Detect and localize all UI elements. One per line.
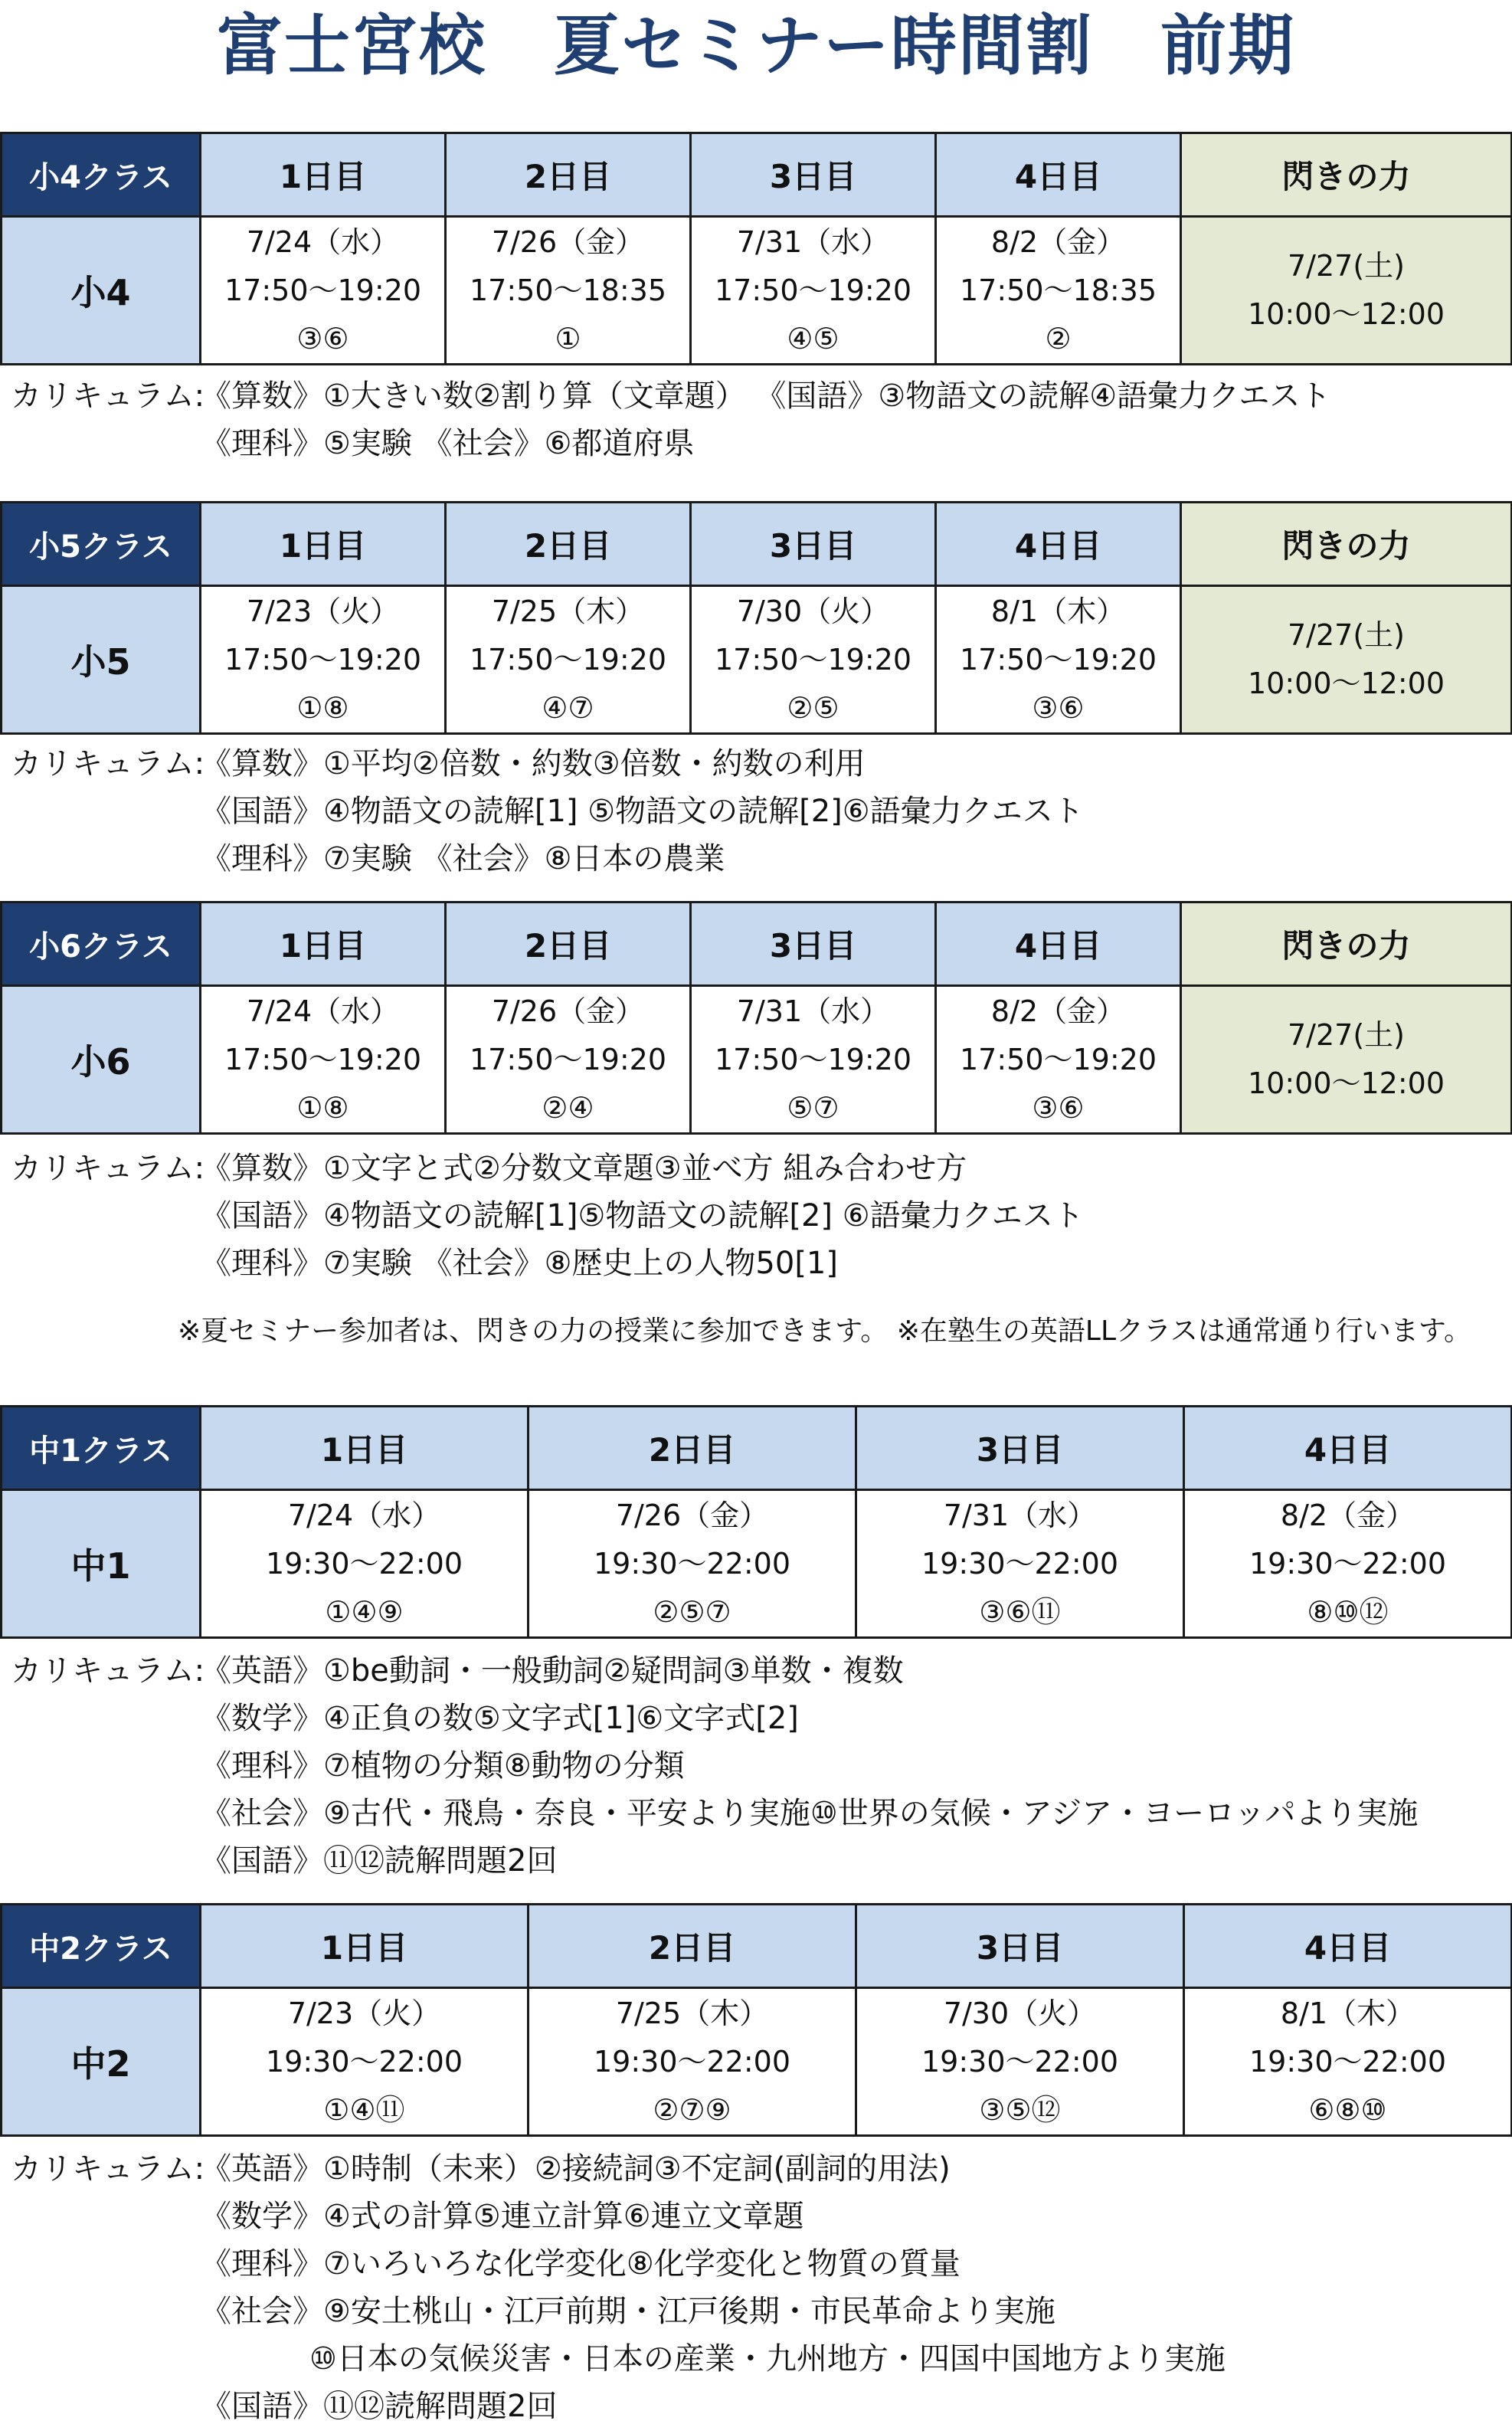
session-cell bbox=[691, 586, 936, 734]
curriculum-line: 《国語》⑪⑫読解問題2回 bbox=[201, 2389, 558, 2424]
day-header: 3日目 bbox=[691, 903, 936, 986]
session-cell bbox=[201, 1988, 529, 2136]
session-date: 7/25（木） bbox=[491, 594, 645, 628]
special-session-cell bbox=[1181, 986, 1512, 1134]
session-date: 7/30（火） bbox=[736, 594, 890, 628]
session-cell bbox=[446, 217, 691, 365]
table-row bbox=[2, 986, 1512, 1134]
session-time: 17:50～18:35 bbox=[959, 273, 1157, 307]
session-cell bbox=[936, 217, 1181, 365]
curriculum-label: カリキュラム: bbox=[11, 2151, 205, 2187]
session-date: 7/24（水） bbox=[246, 224, 400, 259]
day-header: 3日目 bbox=[691, 503, 936, 586]
day-header: 1日目 bbox=[201, 1407, 529, 1490]
session-units: ① bbox=[555, 321, 581, 355]
session-cell bbox=[1184, 1490, 1512, 1638]
session-time: 19:30～22:00 bbox=[1249, 1546, 1447, 1581]
session-date: 7/26（金） bbox=[491, 994, 645, 1028]
table-row bbox=[2, 1988, 1512, 2136]
class-header: 中2クラス bbox=[2, 1905, 201, 1988]
session-cell bbox=[856, 1490, 1184, 1638]
special-header: 閃きの力 bbox=[1181, 903, 1512, 986]
session-date: 8/1（木） bbox=[1280, 1996, 1415, 2030]
session-units: ④⑤ bbox=[787, 321, 839, 355]
session-cell bbox=[691, 986, 936, 1134]
session-date: 7/30（火） bbox=[943, 1996, 1097, 2030]
curriculum-line: 《理科》⑦実験 《社会》⑧日本の農業 bbox=[201, 841, 725, 876]
curriculum-label: カリキュラム: bbox=[11, 1151, 205, 1186]
curriculum-line: 《理科》⑤実験 《社会》⑥都道府県 bbox=[201, 426, 695, 461]
session-date: 8/2（金） bbox=[1280, 1498, 1415, 1532]
session-date: 8/1（木） bbox=[990, 594, 1126, 628]
special-time: 10:00～12:00 bbox=[1247, 1066, 1445, 1100]
day-header: 2日目 bbox=[446, 903, 691, 986]
table-row bbox=[2, 1490, 1512, 1638]
session-cell bbox=[936, 586, 1181, 734]
curriculum-line: 《数学》④正負の数⑤文字式[1]⑥文字式[2] bbox=[201, 1701, 799, 1736]
curriculum-label: カリキュラム: bbox=[11, 746, 205, 781]
schedule-table bbox=[0, 1405, 1512, 1639]
session-time: 19:30～22:00 bbox=[593, 2044, 791, 2079]
session-time: 17:50～19:20 bbox=[714, 273, 912, 307]
special-date: 7/27(土) bbox=[1288, 618, 1405, 652]
curriculum-line: 《英語》①時制（未来）②接続詞③不定詞(副詞的用法) bbox=[201, 2151, 951, 2187]
day-header: 4日目 bbox=[936, 503, 1181, 586]
session-units: ①④⑨ bbox=[325, 1594, 404, 1629]
curriculum-line: 《算数》①文字と式②分数文章題③並べ方 組み合わせ方 bbox=[201, 1151, 967, 1186]
day-header: 1日目 bbox=[201, 503, 446, 586]
curriculum-line: 《数学》④式の計算⑤連立計算⑥連立文章題 bbox=[201, 2199, 804, 2234]
schedule-table bbox=[0, 1903, 1512, 2137]
session-units: ①⑧ bbox=[296, 690, 349, 725]
curriculum-line: 《社会》⑨古代・飛鳥・奈良・平安より実施⑩世界の気候・アジア・ヨーロッパより実施 bbox=[201, 1796, 1419, 1831]
class-header: 中1クラス bbox=[2, 1407, 201, 1490]
session-time: 17:50～19:20 bbox=[714, 1042, 912, 1076]
session-time: 19:30～22:00 bbox=[921, 1546, 1119, 1581]
day-header: 3日目 bbox=[856, 1407, 1184, 1490]
day-header: 4日目 bbox=[1184, 1407, 1512, 1490]
day-header: 4日目 bbox=[1184, 1905, 1512, 1988]
curriculum-line: ⑩日本の気候災害・日本の産業・九州地方・四国中国地方より実施 bbox=[309, 2341, 1226, 2377]
session-cell bbox=[201, 986, 446, 1134]
session-units: ③⑤⑫ bbox=[979, 2092, 1061, 2127]
session-cell bbox=[936, 986, 1181, 1134]
table-row bbox=[2, 586, 1512, 734]
grade-label: 小5 bbox=[2, 586, 201, 734]
session-date: 7/31（水） bbox=[943, 1498, 1097, 1532]
special-session-cell bbox=[1181, 586, 1512, 734]
session-cell bbox=[691, 217, 936, 365]
curriculum-label: カリキュラム: bbox=[11, 378, 205, 414]
special-time: 10:00～12:00 bbox=[1247, 297, 1445, 331]
session-time: 19:30～22:00 bbox=[1249, 2044, 1447, 2079]
session-units: ②⑤ bbox=[787, 690, 839, 725]
session-units: ①⑧ bbox=[296, 1090, 349, 1125]
session-date: 7/23（火） bbox=[246, 594, 400, 628]
day-header: 3日目 bbox=[856, 1905, 1184, 1988]
session-date: 7/24（水） bbox=[287, 1498, 441, 1532]
day-header: 1日目 bbox=[201, 133, 446, 217]
curriculum-line: 《国語》④物語文の読解[1] ⑤物語文の読解[2]⑥語彙力クエスト bbox=[201, 794, 1084, 829]
special-time: 10:00～12:00 bbox=[1247, 667, 1445, 700]
class-header: 小5クラス bbox=[2, 503, 201, 586]
table-row bbox=[2, 217, 1512, 365]
session-time: 17:50～19:20 bbox=[469, 642, 667, 676]
special-header: 閃きの力 bbox=[1181, 503, 1512, 586]
schedule-table bbox=[0, 501, 1512, 735]
session-date: 8/2（金） bbox=[990, 224, 1126, 259]
curriculum-line: 《国語》⑪⑫読解問題2回 bbox=[201, 1843, 558, 1879]
curriculum-line: 《理科》⑦実験 《社会》⑧歴史上の人物50[1] bbox=[201, 1246, 838, 1281]
session-units: ③⑥⑪ bbox=[979, 1594, 1061, 1629]
session-units: ③⑥ bbox=[1032, 690, 1085, 725]
day-header: 1日目 bbox=[201, 903, 446, 986]
session-units: ②④ bbox=[542, 1090, 594, 1125]
session-time: 17:50～19:20 bbox=[224, 273, 422, 307]
session-units: ③⑥ bbox=[296, 321, 349, 355]
curriculum-line: 《理科》⑦植物の分類⑧動物の分類 bbox=[201, 1748, 685, 1784]
session-time: 17:50～19:20 bbox=[959, 642, 1157, 676]
session-time: 19:30～22:00 bbox=[265, 2044, 463, 2079]
session-time: 17:50～18:35 bbox=[469, 273, 667, 307]
day-header: 2日目 bbox=[529, 1905, 856, 1988]
session-date: 7/25（木） bbox=[615, 1996, 769, 2030]
session-date: 8/2（金） bbox=[990, 994, 1126, 1028]
session-cell bbox=[1184, 1988, 1512, 2136]
session-units: ② bbox=[1045, 321, 1072, 355]
schedule-table bbox=[0, 901, 1512, 1135]
session-date: 7/31（水） bbox=[736, 994, 890, 1028]
session-units: ①④⑪ bbox=[323, 2092, 405, 2127]
special-date: 7/27(土) bbox=[1288, 1018, 1405, 1052]
special-header: 閃きの力 bbox=[1181, 133, 1512, 217]
session-units: ⑤⑦ bbox=[787, 1090, 839, 1125]
session-cell bbox=[529, 1988, 856, 2136]
session-units: ⑥⑧⑩ bbox=[1308, 2092, 1387, 2127]
curriculum-line: 《社会》⑨安土桃山・江戸前期・江戸後期・市民革命より実施 bbox=[201, 2294, 1055, 2329]
session-cell bbox=[201, 217, 446, 365]
page-title: 富士宮校 夏セミナー時間割 前期 bbox=[217, 8, 1295, 84]
session-units: ②⑤⑦ bbox=[653, 1594, 731, 1629]
curriculum-line: 《国語》④物語文の読解[1]⑤物語文の読解[2] ⑥語彙力クエスト bbox=[201, 1198, 1084, 1233]
session-cell bbox=[201, 586, 446, 734]
session-units: ②⑦⑨ bbox=[653, 2092, 731, 2127]
session-units: ⑧⑩⑫ bbox=[1307, 1594, 1389, 1629]
notice-text: ※夏セミナー参加者は、閃きの力の授業に参加できます。 ※在塾生の英語LLクラスは通常通り行います。 bbox=[178, 1315, 1472, 1347]
session-date: 7/26（金） bbox=[615, 1498, 769, 1532]
curriculum-line: 《理科》⑦いろいろな化学変化⑧化学変化と物質の質量 bbox=[201, 2246, 961, 2282]
day-header: 1日目 bbox=[201, 1905, 529, 1988]
session-cell bbox=[529, 1490, 856, 1638]
special-session-cell bbox=[1181, 217, 1512, 365]
session-date: 7/31（水） bbox=[736, 224, 890, 259]
day-header: 2日目 bbox=[446, 133, 691, 217]
session-date: 7/23（火） bbox=[287, 1996, 441, 2030]
session-time: 17:50～19:20 bbox=[224, 642, 422, 676]
session-cell bbox=[446, 986, 691, 1134]
session-cell bbox=[856, 1988, 1184, 2136]
day-header: 2日目 bbox=[529, 1407, 856, 1490]
schedule-table bbox=[0, 132, 1512, 365]
day-header: 2日目 bbox=[446, 503, 691, 586]
curriculum-line: 《算数》①平均②倍数・約数③倍数・約数の利用 bbox=[201, 746, 866, 781]
session-cell bbox=[446, 586, 691, 734]
session-date: 7/26（金） bbox=[491, 224, 645, 259]
grade-label: 中1 bbox=[2, 1490, 201, 1638]
session-time: 19:30～22:00 bbox=[265, 1546, 463, 1581]
grade-label: 小4 bbox=[2, 217, 201, 365]
day-header: 3日目 bbox=[691, 133, 936, 217]
session-cell bbox=[201, 1490, 529, 1638]
curriculum-line: 《英語》①be動詞・一般動詞②疑問詞③単数・複数 bbox=[201, 1653, 904, 1689]
class-header: 小6クラス bbox=[2, 903, 201, 986]
session-units: ③⑥ bbox=[1032, 1090, 1085, 1125]
special-date: 7/27(土) bbox=[1288, 249, 1405, 283]
session-time: 17:50～19:20 bbox=[469, 1042, 667, 1076]
session-date: 7/24（水） bbox=[246, 994, 400, 1028]
session-units: ④⑦ bbox=[542, 690, 594, 725]
class-header: 小4クラス bbox=[2, 133, 201, 217]
session-time: 19:30～22:00 bbox=[593, 1546, 791, 1581]
grade-label: 小6 bbox=[2, 986, 201, 1134]
session-time: 17:50～19:20 bbox=[224, 1042, 422, 1076]
session-time: 19:30～22:00 bbox=[921, 2044, 1119, 2079]
curriculum-label: カリキュラム: bbox=[11, 1653, 205, 1689]
curriculum-line: 《算数》①大きい数②割り算（文章題） 《国語》③物語文の読解④語彙力クエスト bbox=[201, 378, 1331, 414]
session-time: 17:50～19:20 bbox=[959, 1042, 1157, 1076]
day-header: 4日目 bbox=[936, 903, 1181, 986]
grade-label: 中2 bbox=[2, 1988, 201, 2136]
session-time: 17:50～19:20 bbox=[714, 642, 912, 676]
day-header: 4日目 bbox=[936, 133, 1181, 217]
